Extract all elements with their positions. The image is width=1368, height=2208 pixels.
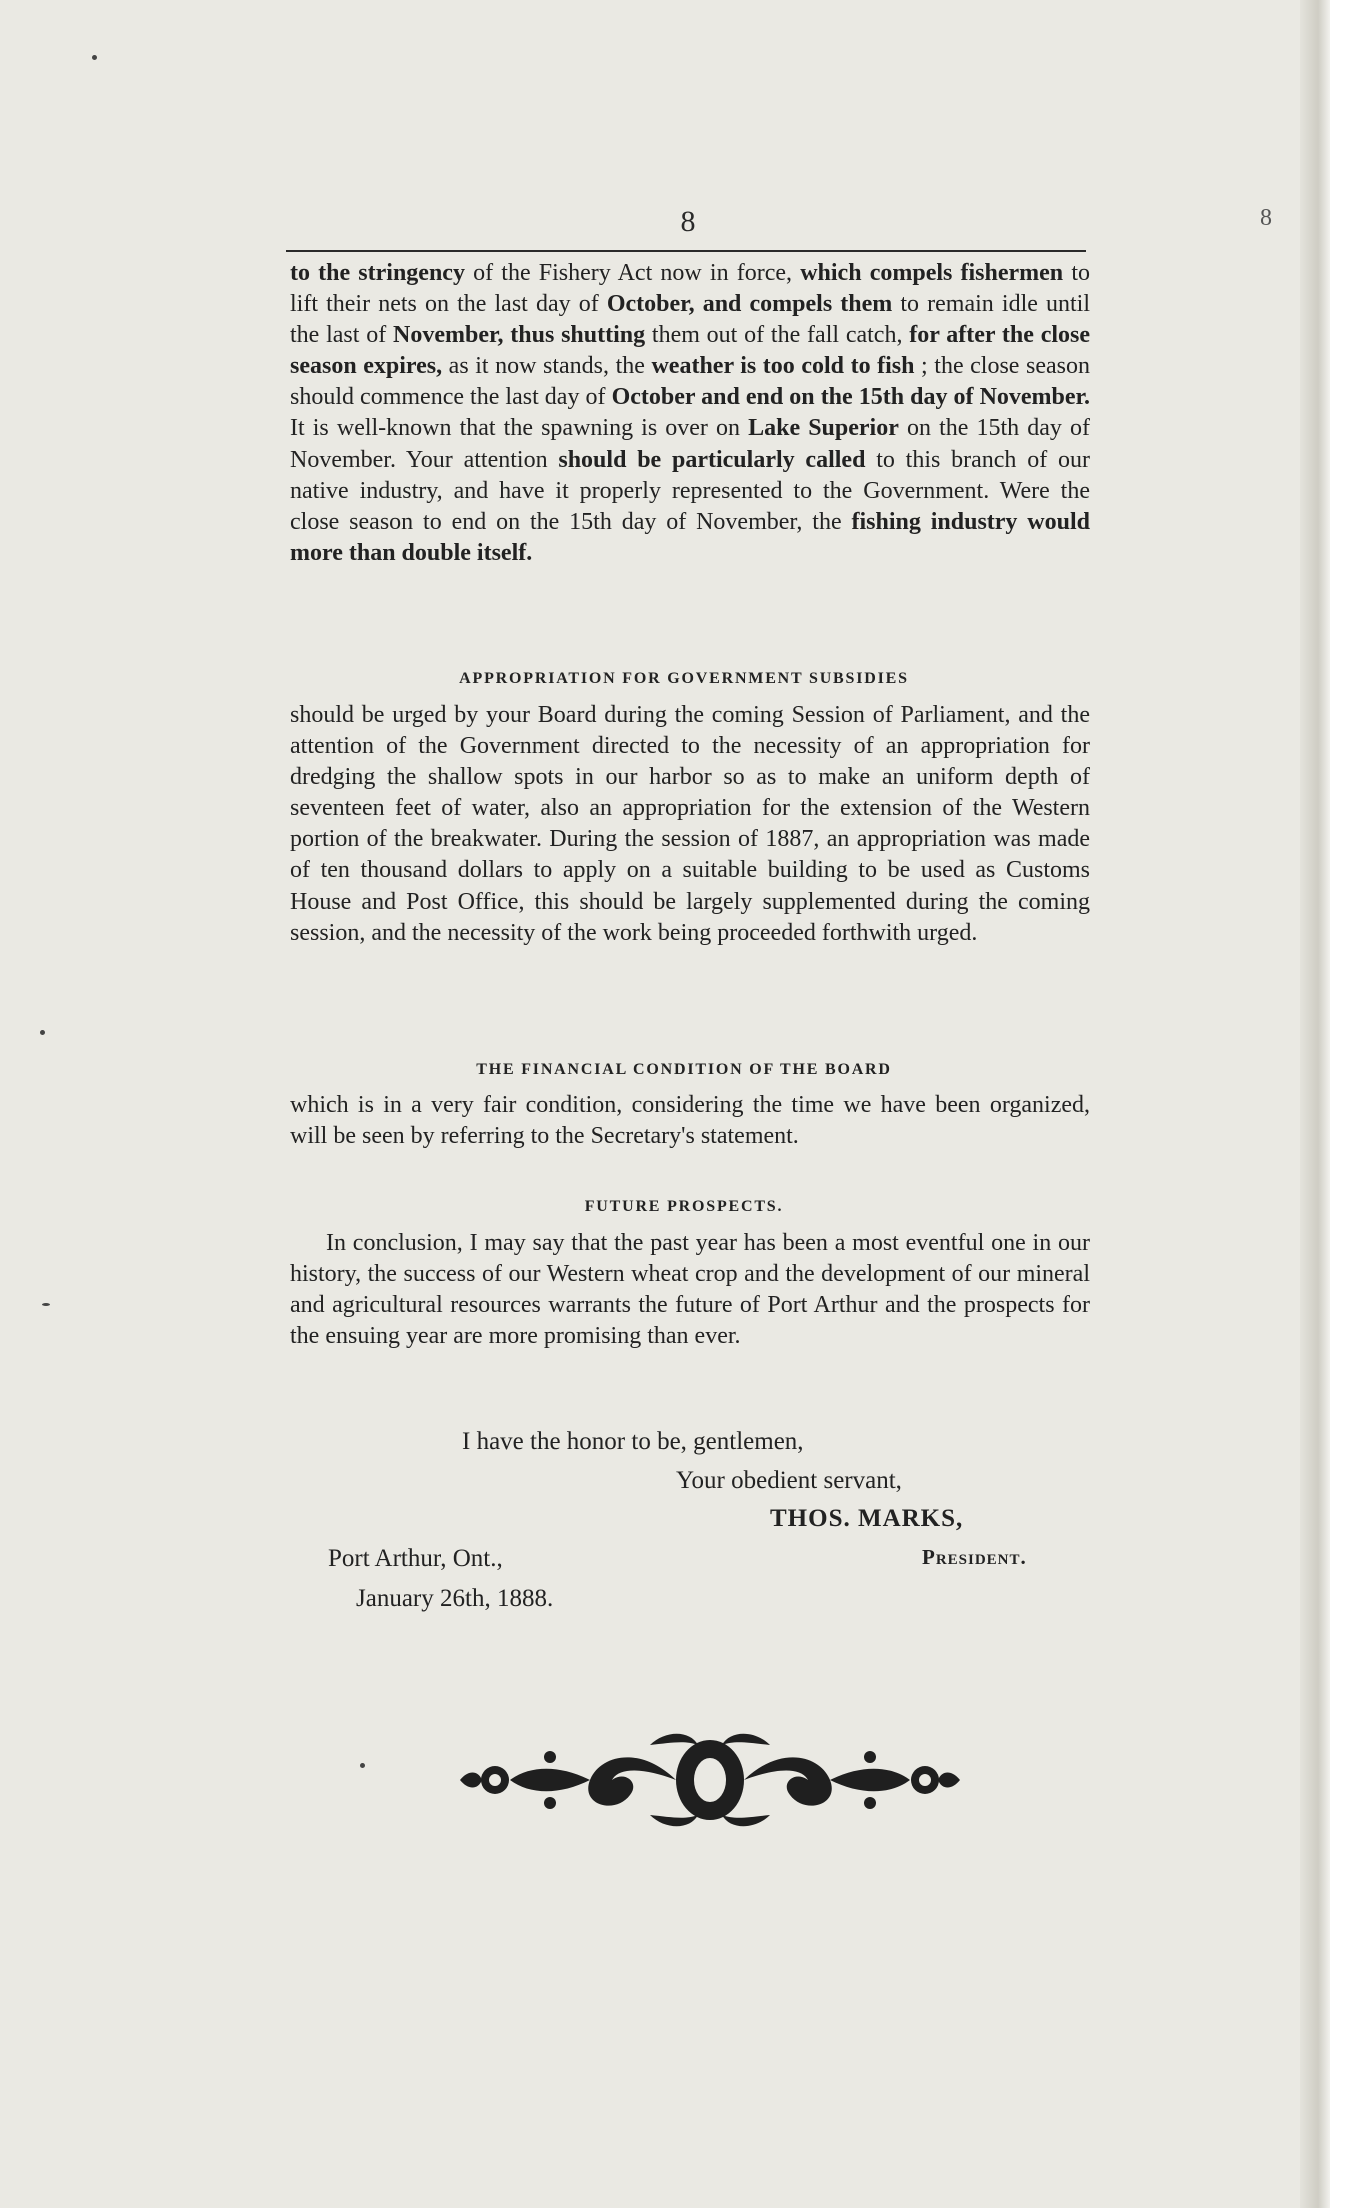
scan-speck (40, 1030, 45, 1035)
corner-mark: 8 (1260, 205, 1272, 231)
section-heading-future: FUTURE PROSPECTS. (584, 1198, 784, 1215)
page-number: 8 (680, 205, 696, 238)
intro-text-14: It is well-known that the spawning is over on (290, 415, 749, 442)
intro-text-8: them out of the fall catch, (645, 322, 910, 349)
header-rule (286, 250, 1086, 252)
section-body-financial (290, 1090, 1090, 1152)
financial-paragraph: which is in a very fair condition, considering the time we have been organized, will be seen by referring to the Secretary's statement. (290, 1092, 1090, 1150)
section-heading-financial: THE FINANCIAL CONDITION OF THE BOARD (476, 1061, 892, 1078)
section-body-future (290, 1228, 1090, 1352)
closing-salutation: I have the honor to be, gentlemen, (462, 1428, 804, 1455)
intro-text-12: ; the close season should commence the last day of (290, 353, 1091, 411)
scan-speck (360, 1763, 365, 1768)
intro-text-15: Lake Superior (748, 415, 899, 442)
section-heading-appropriation: APPROPRIATION FOR GOVERNMENT SUBSIDIES (459, 670, 909, 687)
page-edge-shadow (1300, 0, 1330, 2208)
intro-text-7: November, thus shutting (393, 322, 646, 349)
intro-text-19: fishing industry would more than double itself. (290, 508, 1090, 566)
section-body-appropriation (290, 700, 1090, 949)
intro-text-3: which compels fishermen (800, 260, 1064, 286)
intro-text-5: October, and compels them (606, 291, 893, 318)
intro-text-2: of the Fishery Act now in force, (464, 260, 801, 286)
intro-text-16: on the 15th day of November. Your attention (290, 415, 1090, 473)
intro-text-10: as it now stands, the (442, 353, 652, 380)
closing-valediction: Your obedient servant, (676, 1467, 902, 1494)
intro-text-18: to this branch of our native industry, and have it properly represented to the Government. Were the close season to end on the 15th day of November, the (290, 446, 1091, 535)
future-paragraph: In conclusion, I may say that the past year has been a most eventful one in our history, the success of our Western wheat crop and the development of our mineral and agricultural resources warrants the future of Port Arthur and the prospects for the ensuing year are more promising than ever. (290, 1230, 1090, 1350)
intro-text-13: October and end on the 15th day of November. (611, 384, 1090, 411)
intro-text-4: to lift their nets on the last day of (290, 260, 1090, 318)
signature-name: THOS. MARKS, (770, 1505, 964, 1532)
scan-speck (92, 55, 97, 60)
scroll-flourish-ornament-icon (440, 1725, 980, 1835)
signature-title: President. (922, 1545, 1027, 1569)
closing-date: January 26th, 1888. (356, 1585, 554, 1612)
intro-text-1: to the stringency (290, 260, 465, 286)
appropriation-paragraph: should be urged by your Board during the coming Session of Parliament, and the attention of the Government directed to the necessity of an appropriation for dredging the shallow spots in our harbor so as to make an uniform depth of seventeen feet of water, also an appropriation for the extension of the Western portion of the breakwater. During the session of 1887, an appropriation was made of ten thousand dollars to apply on a suitable building to be used as Customs House and Post Office, this should be largely supplemented during the coming session, and the necessity of the work being proceeded forthwith urged. (290, 702, 1090, 946)
intro-text-9: for after the close season expires, (290, 322, 1091, 380)
intro-paragraph (290, 258, 1090, 569)
intro-text-17: should be particularly called (558, 446, 866, 473)
intro-text-6: to remain idle until the last of (290, 291, 1091, 349)
intro-text-11: weather is too cold to fish (651, 353, 915, 380)
closing-place: Port Arthur, Ont., (328, 1545, 503, 1572)
scan-speck (42, 1303, 50, 1306)
